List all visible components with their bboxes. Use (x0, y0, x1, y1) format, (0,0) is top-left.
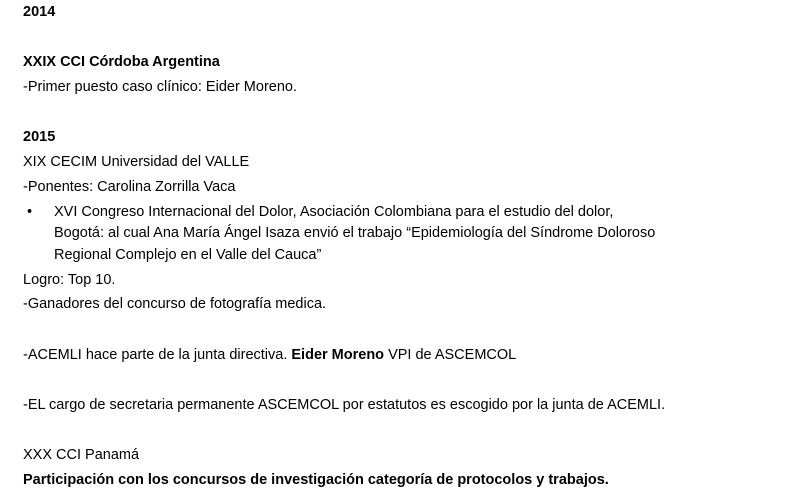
year-heading-2014: 2014 (23, 4, 56, 20)
board-suffix: VPI de ASCEMCOL (384, 347, 517, 363)
photo-contest-line: -Ganadores del concurso de fotografía medica. (23, 296, 327, 312)
board-name: Eider Moreno (291, 347, 385, 363)
event-heading-cci-cordoba: XXIX CCI Córdoba Argentina (23, 54, 220, 70)
event-line-cci-panama: XXX CCI Panamá (23, 447, 140, 463)
secretary-line: -EL cargo de secretaria permanente ASCEMCOL por estatutos es escogido por la junta de ACEMLI. (23, 397, 666, 413)
bullet-text-line-3: Regional Complejo en el Valle del Cauca” (54, 247, 322, 263)
year-heading-2015: 2015 (23, 129, 56, 145)
event-line-cecim: XIX CECIM Universidad del VALLE (23, 154, 250, 170)
award-line: -Primer puesto caso clínico: Eider Moreno. (23, 79, 297, 95)
board-line (23, 346, 516, 364)
bullet-text-line-2: Bogotá: al cual Ana María Ángel Isaza envió el trabajo “Epidemiología del Síndrome Doloroso (54, 225, 656, 241)
bullet-symbol: • (27, 204, 33, 220)
board-prefix: -ACEMLI hace parte de la junta directiva. (23, 347, 292, 363)
participation-line: Participación con los concursos de investigación categoría de protocolos y trabajos. (23, 472, 609, 488)
achievement-line: Logro: Top 10. (23, 272, 116, 288)
bullet-text-line-1: XVI Congreso Internacional del Dolor, Asociación Colombiana para el estudio del dolor, (54, 204, 614, 220)
speakers-line: -Ponentes: Carolina Zorrilla Vaca (23, 179, 236, 195)
